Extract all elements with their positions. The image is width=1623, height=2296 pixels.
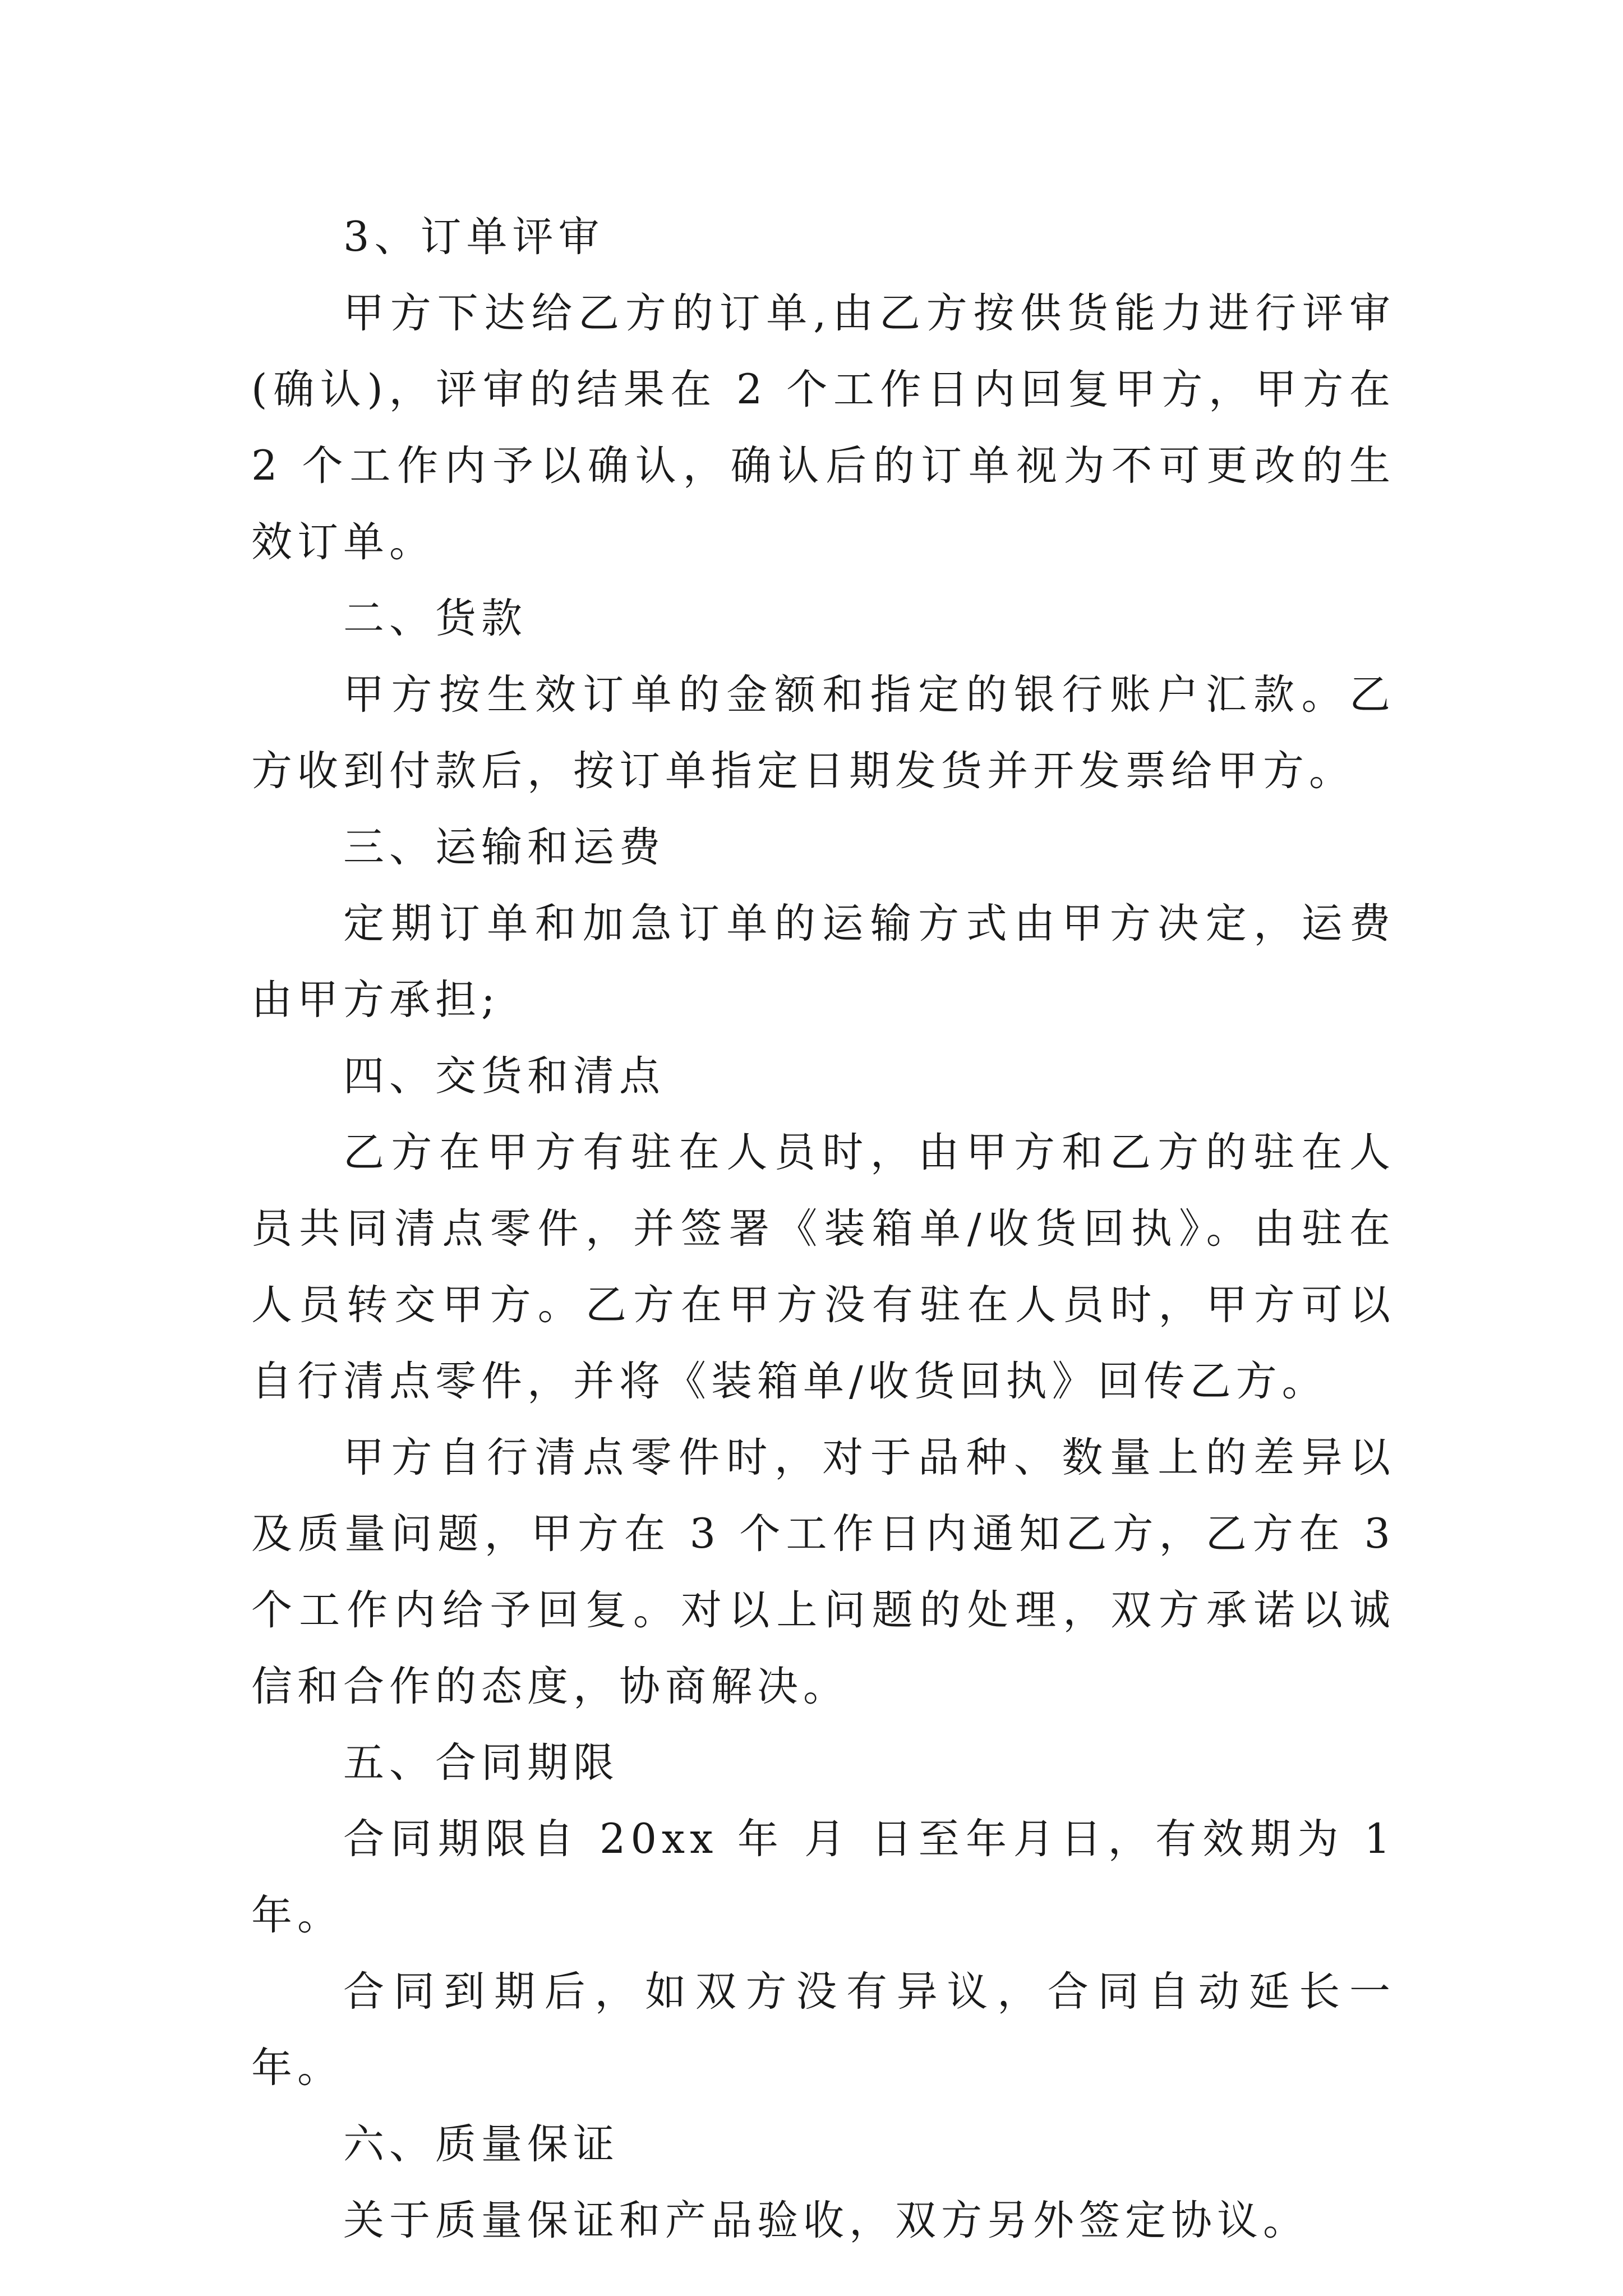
- section-heading-payment: 二、货款: [343, 595, 527, 642]
- section-heading-quality: 六、质量保证: [343, 2120, 619, 2168]
- delivery-paragraph-2: 甲方自行清点零件时，对于品种、数量上的差异以及质量问题，甲方在 3 个工作日内通知乙方，乙方在 3 个工作内给予回复。对以上问题的处理，双方承诺以诚信和合作的态度，协商解决。: [251, 1434, 1395, 1710]
- term-paragraph-1: 合同期限自 20xx 年 月 日至年月日，有效期为 1 年。: [251, 1815, 1395, 1939]
- delivery-paragraph-1: 乙方在甲方有驻在人员时，由甲方和乙方的驻在人员共同清点零件，并签署《装箱单/收货回执》。由驻在人员转交甲方。乙方在甲方没有驻在人员时，甲方可以自行清点零件，并将《装箱单/收货回执》回传乙方。: [251, 1129, 1395, 1405]
- term-paragraph-2: 合同到期后，如双方没有异议，合同自动延长一年。: [251, 1968, 1395, 2092]
- section-heading-transport: 三、运输和运费: [343, 823, 665, 871]
- transport-paragraph: 定期订单和加急订单的运输方式由甲方决定，运费由甲方承担;: [251, 900, 1395, 1024]
- section-heading-delivery: 四、交货和清点: [343, 1052, 665, 1100]
- section-heading-term: 五、合同期限: [343, 1739, 619, 1787]
- quality-paragraph: 关于质量保证和产品验收，双方另外签定协议。: [343, 2197, 1309, 2244]
- order-review-paragraph: 甲方下达给乙方的订单,由乙方按供货能力进行评审(确认)，评审的结果在 2 个工作日内回复甲方，甲方在 2 个工作内予以确认，确认后的订单视为不可更改的生效订单。: [251, 289, 1395, 566]
- section-heading-order-review: 3、订单评审: [343, 213, 605, 261]
- payment-paragraph: 甲方按生效订单的金额和指定的银行账户汇款。乙方收到付款后，按订单指定日期发货并开发票给甲方。: [251, 671, 1395, 795]
- contract-body: [251, 199, 1395, 2259]
